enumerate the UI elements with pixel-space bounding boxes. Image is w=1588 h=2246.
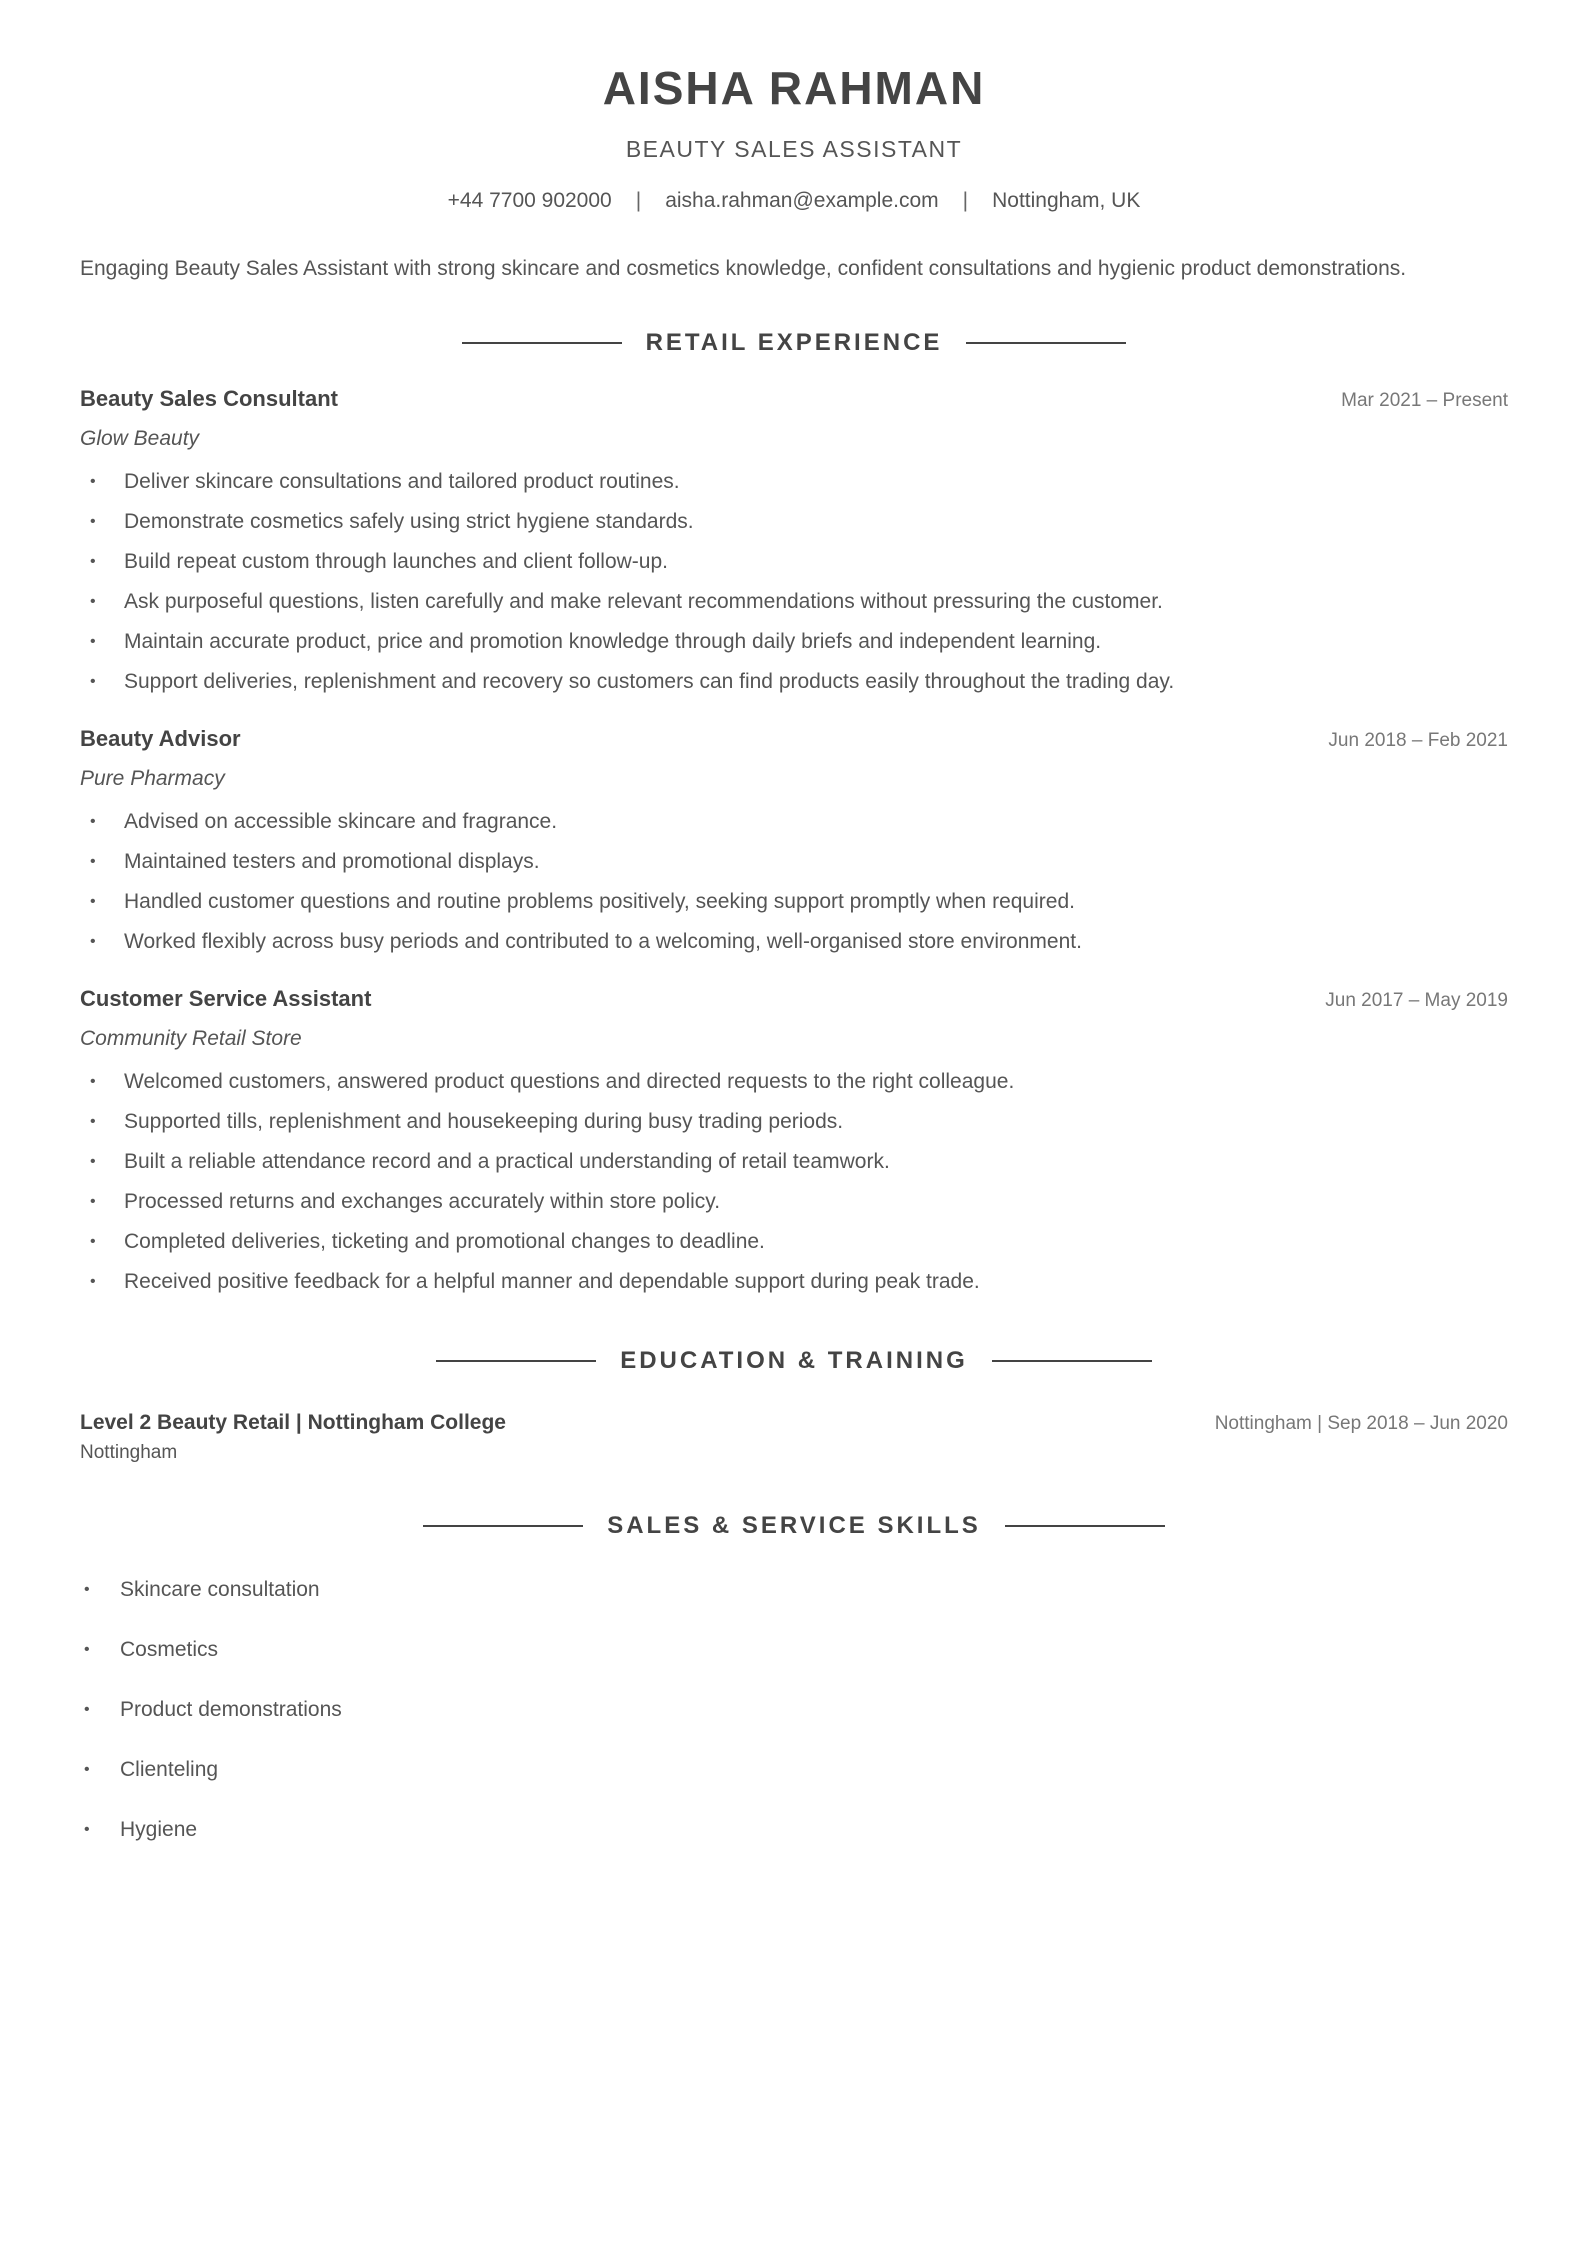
contact-email: aisha.rahman@example.com bbox=[665, 189, 939, 212]
job-dates: Jun 2018 – Feb 2021 bbox=[1328, 730, 1508, 751]
education-entry bbox=[80, 1408, 1508, 1465]
job-bullet: • Support deliveries, replenishment and recovery so customers can find products easily throughout the trading day. bbox=[80, 662, 1508, 702]
heading-rule bbox=[423, 1525, 583, 1527]
candidate-role: BEAUTY SALES ASSISTANT bbox=[625, 136, 963, 162]
contact-phone: +44 7700 902000 bbox=[447, 189, 612, 212]
job-company: Community Retail Store bbox=[80, 1027, 302, 1050]
contact-location: Nottingham, UK bbox=[992, 189, 1141, 212]
bullet-icon: • bbox=[84, 1581, 90, 1598]
bullet-icon: • bbox=[90, 513, 96, 530]
bullet-icon: • bbox=[90, 553, 96, 570]
bullet-icon: • bbox=[90, 813, 96, 830]
job-bullet: • Worked flexibly across busy periods and contributed to a welcoming, well-organised store environment. bbox=[80, 922, 1508, 962]
candidate-name: AISHA RAHMAN bbox=[602, 62, 986, 114]
bullet-icon: • bbox=[90, 1113, 96, 1130]
job-bullet-list bbox=[80, 1062, 1508, 1302]
bullet-icon: • bbox=[90, 1193, 96, 1210]
heading-rule bbox=[462, 342, 622, 344]
section-title-education: EDUCATION & TRAINING bbox=[620, 1347, 968, 1374]
job-bullet: • Build repeat custom through launches and client follow-up. bbox=[80, 542, 1508, 582]
job-title: Customer Service Assistant bbox=[80, 986, 372, 1011]
section-title-skills: SALES & SERVICE SKILLS bbox=[607, 1512, 981, 1539]
job-bullet: • Advised on accessible skincare and fragrance. bbox=[80, 802, 1508, 842]
job-dates: Mar 2021 – Present bbox=[1341, 390, 1508, 411]
job-company: Glow Beauty bbox=[80, 427, 200, 450]
job-bullet: • Received positive feedback for a helpful manner and dependable support during peak trade. bbox=[80, 1262, 1508, 1302]
contact-separator: | bbox=[962, 189, 969, 212]
job-entry bbox=[80, 724, 1508, 962]
skill-item: • Hygiene bbox=[80, 1815, 1508, 1845]
heading-rule bbox=[966, 342, 1126, 344]
education-location: Nottingham bbox=[80, 1442, 178, 1463]
section-heading-experience bbox=[80, 328, 1508, 358]
heading-rule bbox=[436, 1360, 596, 1362]
bullet-icon: • bbox=[90, 1273, 96, 1290]
job-title: Beauty Advisor bbox=[80, 726, 241, 751]
section-heading-skills bbox=[80, 1511, 1508, 1541]
job-bullet: • Deliver skincare consultations and tailored product routines. bbox=[80, 462, 1508, 502]
job-bullet: • Ask purposeful questions, listen carefully and make relevant recommendations without pressuring the customer. bbox=[80, 582, 1508, 622]
bullet-icon: • bbox=[90, 593, 96, 610]
job-bullet: • Demonstrate cosmetics safely using strict hygiene standards. bbox=[80, 502, 1508, 542]
bullet-icon: • bbox=[90, 1233, 96, 1250]
bullet-icon: • bbox=[84, 1821, 90, 1838]
bullet-icon: • bbox=[90, 633, 96, 650]
heading-rule bbox=[1005, 1525, 1165, 1527]
heading-rule bbox=[992, 1360, 1152, 1362]
bullet-icon: • bbox=[90, 473, 96, 490]
skill-item: • Skincare consultation bbox=[80, 1575, 1508, 1605]
job-bullet: • Maintain accurate product, price and promotion knowledge through daily briefs and independent learning. bbox=[80, 622, 1508, 662]
job-entry bbox=[80, 384, 1508, 702]
job-bullet: • Welcomed customers, answered product questions and directed requests to the right colleague. bbox=[80, 1062, 1508, 1102]
job-bullet: • Supported tills, replenishment and housekeeping during busy trading periods. bbox=[80, 1102, 1508, 1142]
job-bullet: • Processed returns and exchanges accurately within store policy. bbox=[80, 1182, 1508, 1222]
skill-item: • Clienteling bbox=[80, 1755, 1508, 1785]
job-company: Pure Pharmacy bbox=[80, 767, 225, 790]
job-title: Beauty Sales Consultant bbox=[80, 386, 338, 411]
job-dates: Jun 2017 – May 2019 bbox=[1325, 990, 1508, 1011]
job-bullet: • Maintained testers and promotional displays. bbox=[80, 842, 1508, 882]
section-heading-education bbox=[80, 1346, 1508, 1376]
bullet-icon: • bbox=[90, 1153, 96, 1170]
contact-line bbox=[80, 186, 1508, 216]
contact-separator: | bbox=[635, 189, 642, 212]
bullet-icon: • bbox=[84, 1701, 90, 1718]
bullet-icon: • bbox=[84, 1641, 90, 1658]
job-bullet-list bbox=[80, 462, 1508, 702]
section-title-experience: RETAIL EXPERIENCE bbox=[645, 329, 943, 356]
bullet-icon: • bbox=[84, 1761, 90, 1778]
professional-summary: Engaging Beauty Sales Assistant with strong skincare and cosmetics knowledge, confident consultations and hygienic product demonstrations. bbox=[80, 257, 1407, 280]
education-title: Level 2 Beauty Retail | Nottingham College bbox=[80, 1411, 506, 1434]
bullet-icon: • bbox=[90, 933, 96, 950]
job-bullet: • Built a reliable attendance record and a practical understanding of retail teamwork. bbox=[80, 1142, 1508, 1182]
bullet-icon: • bbox=[90, 893, 96, 910]
bullet-icon: • bbox=[90, 853, 96, 870]
job-entry bbox=[80, 984, 1508, 1302]
job-bullet: • Handled customer questions and routine problems positively, seeking support promptly when required. bbox=[80, 882, 1508, 922]
skill-item: • Cosmetics bbox=[80, 1635, 1508, 1665]
bullet-icon: • bbox=[90, 1073, 96, 1090]
skills-list bbox=[80, 1575, 1508, 1845]
job-bullet-list bbox=[80, 802, 1508, 962]
education-meta: Nottingham | Sep 2018 – Jun 2020 bbox=[1214, 1413, 1508, 1434]
job-bullet: • Completed deliveries, ticketing and promotional changes to deadline. bbox=[80, 1222, 1508, 1262]
skill-item: • Product demonstrations bbox=[80, 1695, 1508, 1725]
bullet-icon: • bbox=[90, 673, 96, 690]
